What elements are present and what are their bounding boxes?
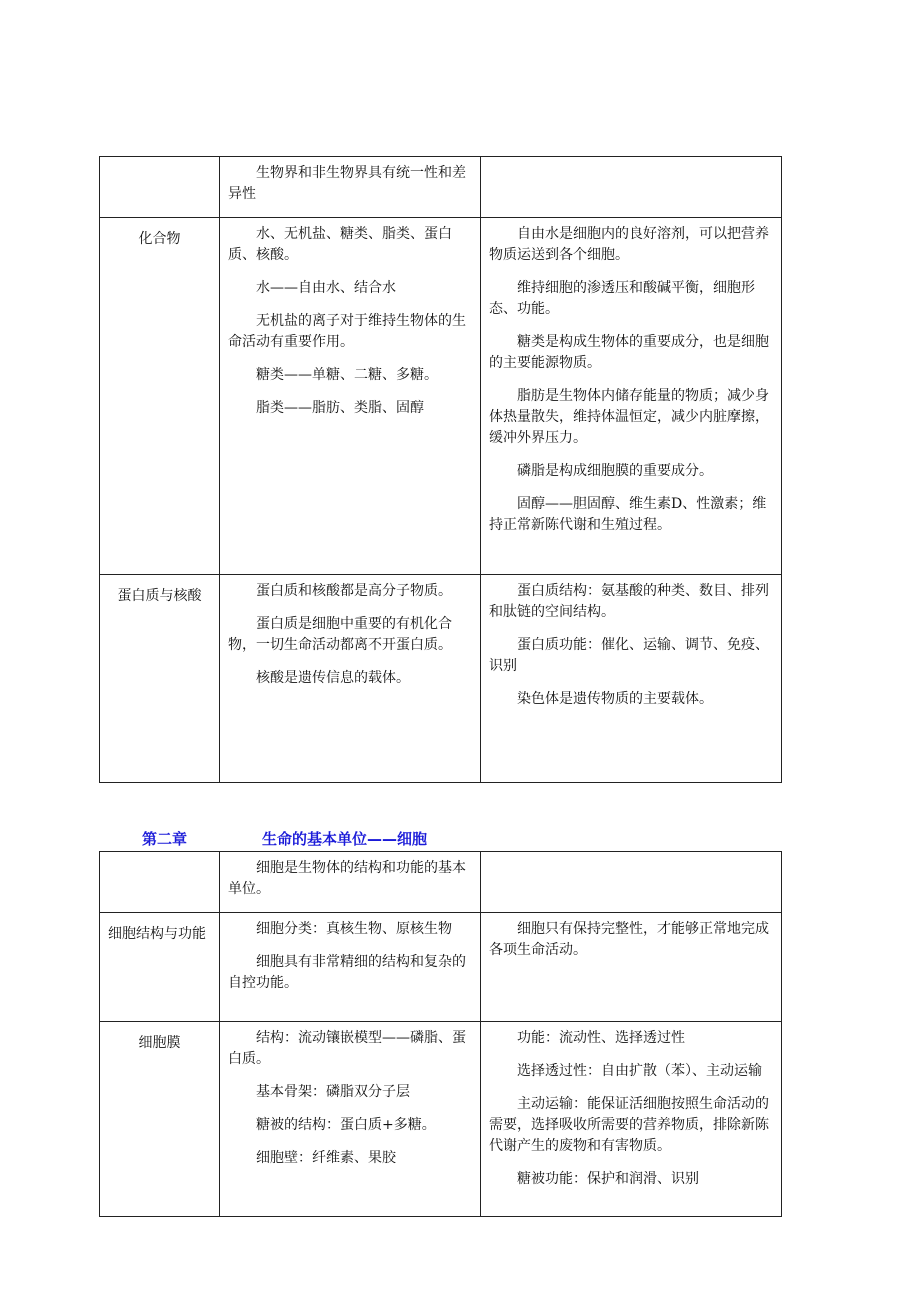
paragraph: 核酸是遗传信息的载体。 — [256, 670, 410, 686]
table-row — [100, 852, 782, 913]
paragraph: 功能：流动性、选择透过性 — [517, 1030, 685, 1046]
paragraph: 生物界和非生物界具有统一性和差异性 — [228, 165, 466, 202]
paragraph: 磷脂是构成细胞膜的重要成分。 — [517, 463, 713, 479]
table-row — [100, 157, 782, 218]
paragraph: 水、无机盐、糖类、脂类、蛋白质、核酸。 — [228, 226, 452, 263]
detail-cell — [481, 157, 782, 218]
detail-cell — [481, 852, 782, 913]
paragraph: 糖类——单糖、二糖、多糖。 — [256, 367, 438, 383]
description-cell — [220, 1022, 481, 1217]
paragraph: 蛋白质和核酸都是高分子物质。 — [256, 583, 452, 599]
row-heading-cell — [100, 852, 220, 913]
paragraph: 无机盐的离子对于维持生物体的生命活动有重要作用。 — [228, 313, 466, 350]
row-heading-cell: 化合物 — [100, 218, 220, 575]
paragraph: 脂肪是生物体内储存能量的物质；减少身体热量散失，维持体温恒定，减少内脏摩擦，缓冲外界压力。 — [489, 388, 769, 446]
paragraph: 脂类——脂肪、类脂、固醇 — [256, 400, 424, 416]
paragraph: 蛋白质功能：催化、运输、调节、免疫、识别 — [489, 637, 769, 674]
table-row — [100, 575, 782, 783]
description-cell — [220, 218, 481, 575]
row-heading-cell: 细胞膜 — [100, 1022, 220, 1217]
table-chapter-1 — [99, 156, 782, 783]
table-row — [100, 218, 782, 575]
paragraph: 蛋白质是细胞中重要的有机化合物，一切生命活动都离不开蛋白质。 — [228, 616, 452, 653]
table-chapter-2 — [99, 851, 782, 1217]
paragraph: 选择透过性：自由扩散（苯）、主动运输 — [517, 1063, 762, 1079]
detail-cell — [481, 1022, 782, 1217]
paragraph: 糖被的结构：蛋白质+多糖。 — [256, 1117, 436, 1133]
paragraph: 维持细胞的渗透压和酸碱平衡，细胞形态、功能。 — [489, 280, 755, 317]
description-cell — [220, 913, 481, 1022]
paragraph: 染色体是遗传物质的主要载体。 — [517, 691, 713, 707]
paragraph: 结构：流动镶嵌模型——磷脂、蛋白质。 — [228, 1030, 466, 1067]
paragraph: 细胞壁：纤维素、果胶 — [256, 1150, 396, 1166]
paragraph: 糖类是构成生物体的重要成分，也是细胞的主要能源物质。 — [489, 334, 769, 371]
chapter-number: 第二章 — [142, 830, 188, 848]
paragraph: 主动运输：能保证活细胞按照生命活动的需要，选择吸收所需要的营养物质，排除新陈代谢产生的废物和有害物质。 — [489, 1096, 769, 1154]
detail-cell — [481, 913, 782, 1022]
row-heading-cell — [100, 157, 220, 218]
description-cell — [220, 852, 481, 913]
detail-cell — [481, 575, 782, 783]
paragraph: 细胞只有保持完整性，才能够正常地完成各项生命活动。 — [489, 921, 769, 958]
row-heading-cell: 蛋白质与核酸 — [100, 575, 220, 783]
description-cell — [220, 575, 481, 783]
table-row — [100, 913, 782, 1022]
paragraph: 细胞是生物体的结构和功能的基本单位。 — [228, 860, 466, 897]
paragraph: 蛋白质结构：氨基酸的种类、数目、排列和肽链的空间结构。 — [489, 583, 769, 620]
table-row — [100, 1022, 782, 1217]
paragraph: 基本骨架：磷脂双分子层 — [256, 1084, 410, 1100]
row-heading-cell: 细胞结构与功能 — [100, 913, 220, 1022]
paragraph: 细胞分类：真核生物、原核生物 — [256, 921, 452, 937]
paragraph: 细胞具有非常精细的结构和复杂的自控功能。 — [228, 954, 466, 991]
paragraph: 固醇——胆固醇、维生素D、性激素；维持正常新陈代谢和生殖过程。 — [489, 496, 767, 533]
chapter-title: 生命的基本单位——细胞 — [262, 830, 428, 848]
paragraph: 水——自由水、结合水 — [256, 280, 396, 296]
paragraph: 自由水是细胞内的良好溶剂，可以把营养物质运送到各个细胞。 — [489, 226, 769, 263]
paragraph: 糖被功能：保护和润滑、识别 — [517, 1171, 699, 1187]
description-cell — [220, 157, 481, 218]
detail-cell — [481, 218, 782, 575]
